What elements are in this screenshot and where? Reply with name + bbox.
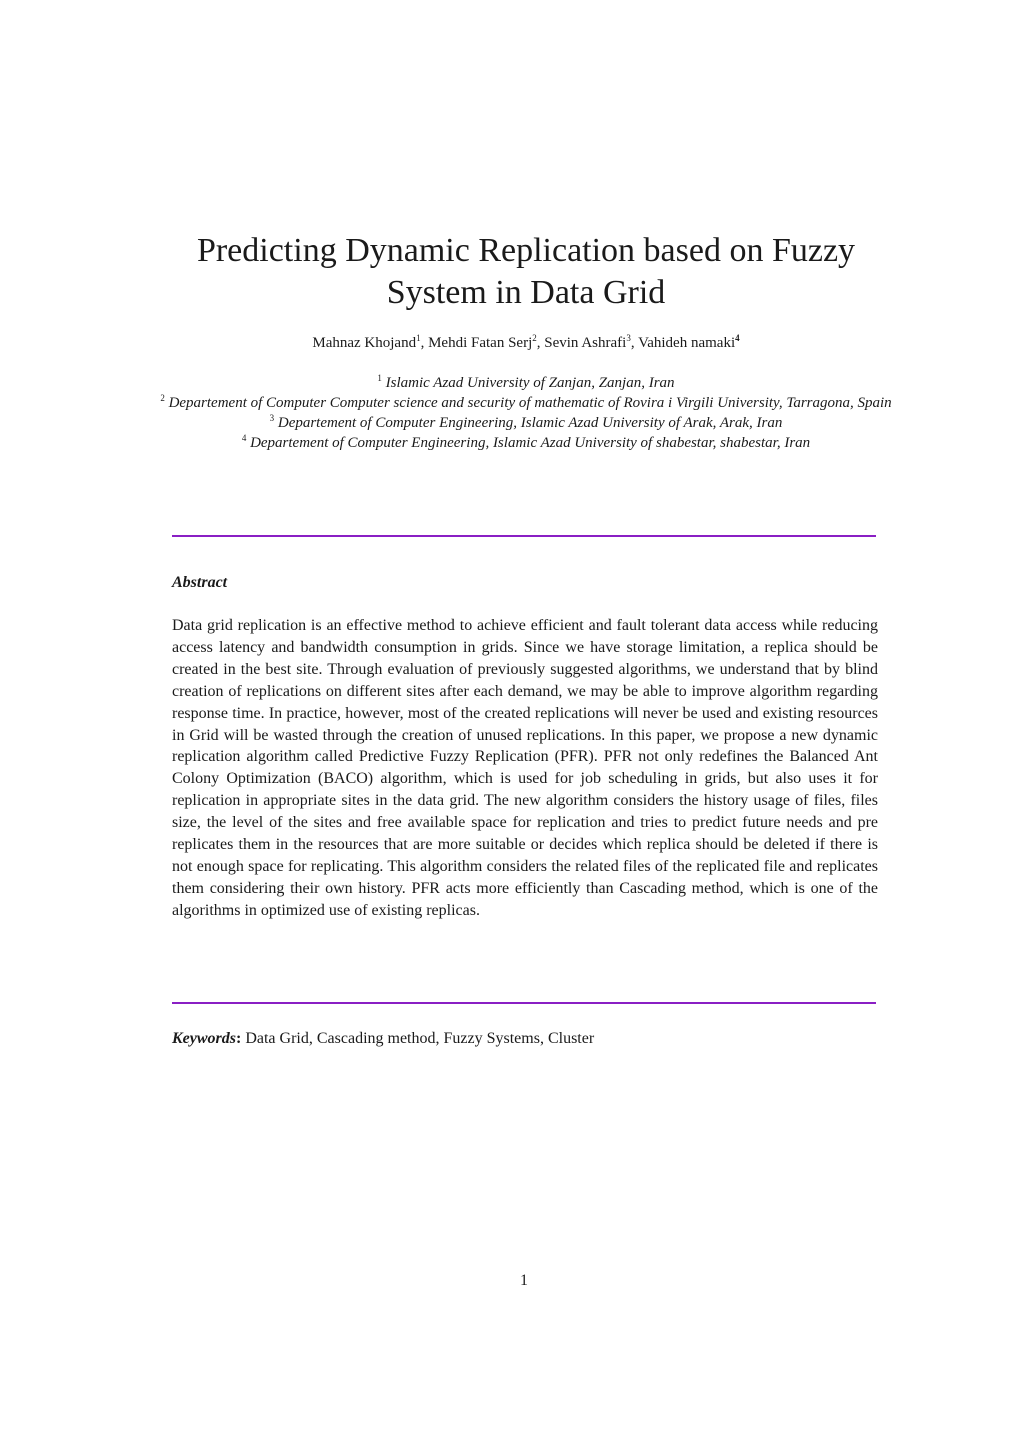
affiliation-item — [140, 433, 912, 453]
author-separator: , — [630, 335, 639, 351]
author-name: Vahideh namaki — [638, 335, 736, 351]
affiliation-item — [140, 393, 912, 413]
author-affiliation-mark: 3 — [626, 333, 631, 343]
author-name: Mahnaz Khojand — [312, 335, 417, 351]
affiliation-text: Departement of Computer Computer science and security of mathematic of Rovira i Virgili University, Tarragona, Spain — [168, 395, 892, 411]
affiliation-mark: 2 — [160, 393, 165, 403]
affiliation-mark: 3 — [269, 413, 275, 423]
affiliation-text: Departement of Computer Engineering, Islamic Azad University of shabestar, shabestar, Iran — [250, 435, 811, 451]
affiliation-text: Departement of Computer Engineering, Islamic Azad University of Arak, Arak, Iran — [277, 415, 783, 431]
author-list — [150, 333, 902, 353]
paper-title: Predicting Dynamic Replication based on Fuzzy System in Data Grid — [196, 232, 856, 311]
bottom-divider-rule — [172, 1002, 876, 1004]
keywords-colon: : — [236, 1030, 242, 1047]
author-separator: , — [536, 335, 545, 351]
page-number: 1 — [520, 1272, 528, 1289]
affiliation-item — [140, 413, 912, 433]
abstract-body: Data grid replication is an effective method to achieve efficient and fault tolerant data access while reducing access latency and bandwidth consumption in grids. Since we have storage limitation, a replica should be created in the best site. Through evaluation of previously suggested algorithms, we understand that by blind creation of replications on different sites after each demand, we may be able to improve algorithm regarding response time. In practice, however, most of the created replications will never be used and existing resources in Grid will be wasted through the creation of unused replications. In this paper, we propose a new dynamic replication algorithm called Predictive Fuzzy Replication (PFR). PFR not only redefines the Balanced Ant Colony Optimization (BACO) algorithm, which is used for job scheduling in grids, but also uses it for replication in appropriate sites in the data grid. The new algorithm considers the history usage of files, files size, the level of the sites and free available space for replication and tries to predict future needs and pre replicates them in the resources that are more suitable or decides which replica should be deleted if there is not enough space for replicating. This algorithm considers the related files of the replicated file and replicates them considering their own history. PFR acts more efficiently than Cascading method, which is one of the algorithms in optimized use of existing replicas. — [172, 617, 878, 919]
author-affiliation-mark: 2 — [532, 333, 537, 343]
affiliation-mark: 4 — [241, 433, 247, 443]
top-divider-rule — [172, 535, 876, 537]
abstract-heading: Abstract — [172, 574, 228, 591]
affiliation-text: Islamic Azad University of Zanjan, Zanjan, Iran — [385, 375, 675, 391]
keywords-label: Keywords — [172, 1030, 236, 1047]
affiliation-list — [140, 373, 912, 453]
author-affiliation-mark: 1 — [416, 333, 421, 343]
author-separator: , — [420, 335, 429, 351]
author-affiliation-mark: 4 — [735, 333, 740, 343]
keywords-text: Data Grid, Cascading method, Fuzzy Systems, Cluster — [241, 1030, 595, 1047]
affiliation-item — [140, 373, 912, 393]
author-name: Mehdi Fatan Serj — [428, 335, 533, 351]
keywords-line — [172, 1028, 878, 1050]
affiliation-mark: 1 — [377, 373, 382, 383]
author-name: Sevin Ashrafi — [544, 335, 627, 351]
